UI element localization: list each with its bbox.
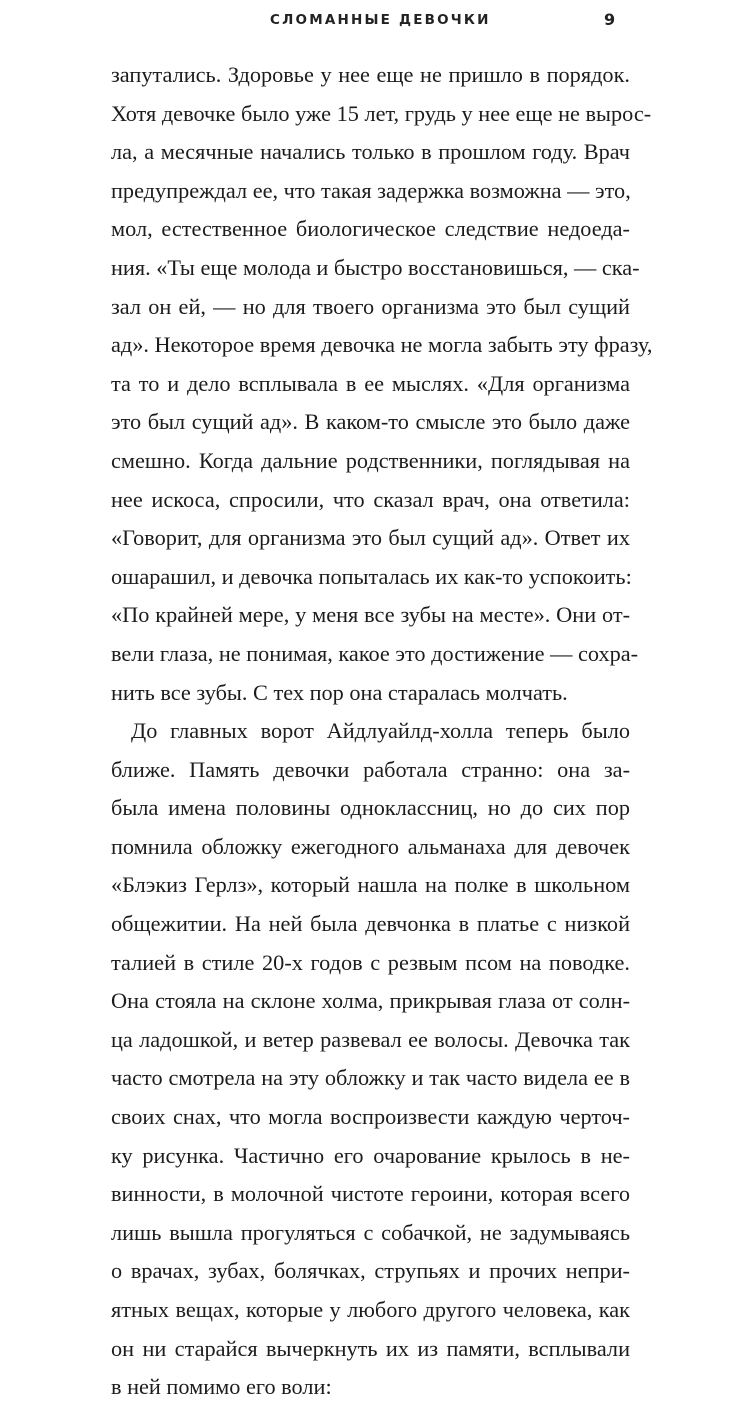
text-line: общежитии. На ней была девчонка в платье с низкой [111,911,630,937]
text-line: ближе. Память девочки работала странно: она за- [111,756,630,782]
text-line: это был сущий ад». В каком-то смысле это было даже [111,409,630,435]
text-line: До главных ворот Айдлуайлд-холла теперь было [131,718,630,744]
text-line: ца ладошкой, и ветер развевал ее волосы. Девочка так [111,1026,630,1052]
text-line: ад». Некоторое время девочка не могла забыть эту фразу, [111,332,653,358]
text-line: нее искоса, спросили, что сказал врач, она ответила: [111,486,630,512]
text-line: Она стояла на склоне холма, прикрывая глаза от солн- [111,988,630,1014]
text-line: он ни старайся вычеркнуть их из памяти, всплывали [111,1335,630,1361]
text-line: ла, а месячные начались только в прошлом году. Врач [111,139,630,165]
text-line: талией в стиле 20-х годов с резвым псом на поводке. [111,949,630,975]
text-line: помнила обложку ежегодного альманаха для девочек [111,833,630,859]
text-line: была имена половины одноклассниц, но до сих пор [111,795,630,821]
text-line: ния. «Ты еще молода и быстро восстановишься, — ска- [111,254,640,280]
text-line: вели глаза, не понимая, какое это достижение — сохра- [111,640,639,666]
text-line: запутались. Здоровье у нее еще не пришло в порядок. [111,62,630,87]
text-line: в ней помимо его воли: [111,1374,332,1400]
body-text [111,56,653,1407]
text-line: о врачах, зубах, болячках, струпьях и прочих непри- [111,1258,630,1284]
text-line: винности, в молочной чистоте героини, которая всего [111,1181,630,1207]
text-line: «По крайней мере, у меня все зубы на месте». Они от- [111,602,630,628]
text-line: Хотя девочке было уже 15 лет, грудь у нее еще не вырос- [111,100,652,126]
text-line: та то и дело всплывала в ее мыслях. «Для организма [111,370,630,396]
text-line: часто смотрела на эту обложку и так часто видела ее в [111,1065,630,1091]
text-line: нить все зубы. С тех пор она старалась молчать. [111,679,568,705]
text-line: ку рисунка. Частично его очарование крылось в не- [111,1142,630,1168]
running-head-title: СЛОМАННЫЕ ДЕВОЧКИ [270,12,491,28]
text-line: лишь вышла прогуляться с собачкой, не задумываясь [111,1219,630,1245]
text-line: смешно. Когда дальние родственники, поглядывая на [111,447,630,473]
text-line: зал он ей, — но для твоего организма это был сущий [111,293,630,319]
text-line: ошарашил, и девочка попыталась их как-то успокоить: [111,563,632,589]
text-line: мол, естественное биологическое следствие недоеда- [111,216,630,242]
text-line: «Блэкиз Герлз», который нашла на полке в школьном [111,872,630,898]
text-line: предупреждал ее, что такая задержка возможна — это, [111,177,631,203]
page-number: 9 [604,10,616,29]
text-line: своих снах, что могла воспроизвести каждую черточ- [111,1104,630,1130]
text-line: ятных вещах, которые у любого другого человека, как [111,1297,630,1322]
text-line: «Говорит, для организма это был сущий ад». Ответ их [111,525,630,551]
